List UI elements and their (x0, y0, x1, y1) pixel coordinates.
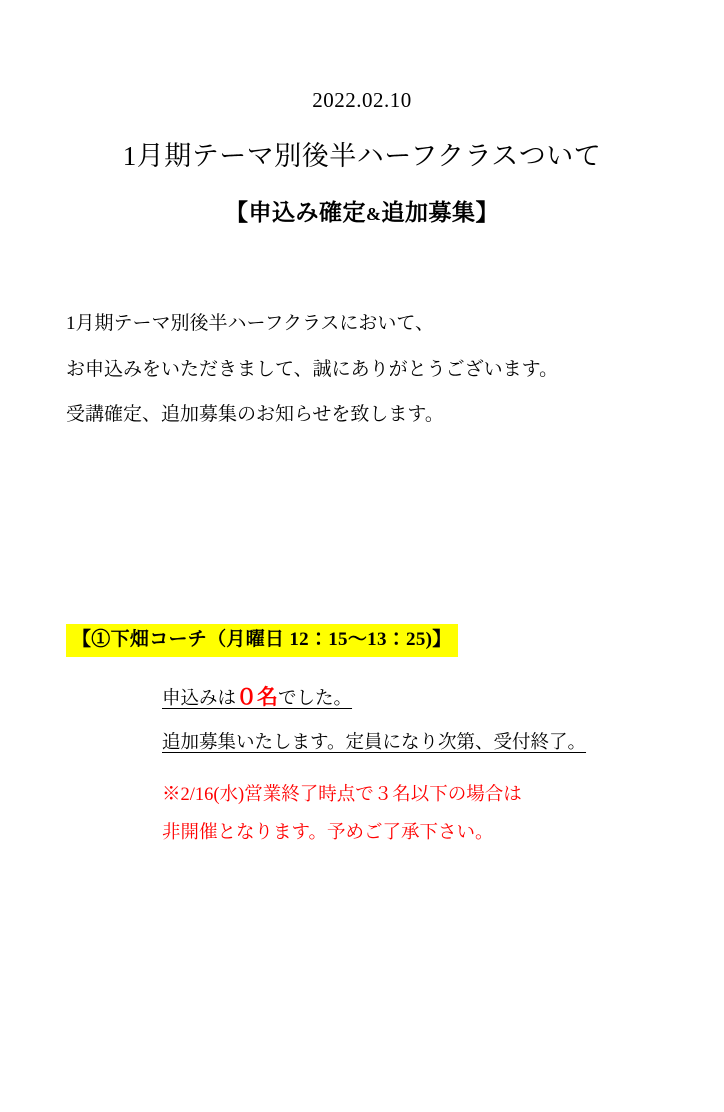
document-subtitle-amp: & (366, 204, 382, 225)
intro-paragraph (0, 301, 724, 438)
document-subtitle-open: 【申込み確定 (225, 200, 366, 226)
document-title: 1月期テーマ別後半ハーフクラスついて (122, 141, 602, 172)
section-body (66, 673, 724, 854)
applicants-suffix: でした。 (278, 688, 353, 709)
intro-line-1: 1月期テーマ別後半ハーフクラスにおいて、 (66, 313, 435, 335)
recruit-line: 追加募集いたします。定員になり次第、受付終了。 (162, 733, 587, 754)
applicants-count: ０名 (236, 684, 279, 709)
document-date: 2022.02.10 (312, 88, 412, 112)
document-subtitle (0, 194, 724, 227)
intro-line-3: 受講確定、追加募集のお知らせを致します。 (66, 404, 444, 426)
applicants-prefix: 申込みは (162, 688, 237, 709)
section-coach-1 (0, 624, 724, 853)
document-subtitle-close: 追加募集】 (381, 200, 499, 226)
applicants-line (162, 673, 724, 722)
intro-line-2: お申込みをいただきまして、誠にありがとうございます。 (66, 358, 559, 380)
note-block (162, 776, 724, 854)
note-line-2: 非開催となります。予めご了承下さい。 (162, 823, 494, 844)
note-line-1: ※2/16(水)営業終了時点で３名以下の場合は (162, 784, 522, 805)
document-page (0, 88, 724, 1112)
section-heading-highlighted: 【①下畑コーチ（月曜日 12：15〜13：25)】 (66, 624, 458, 657)
